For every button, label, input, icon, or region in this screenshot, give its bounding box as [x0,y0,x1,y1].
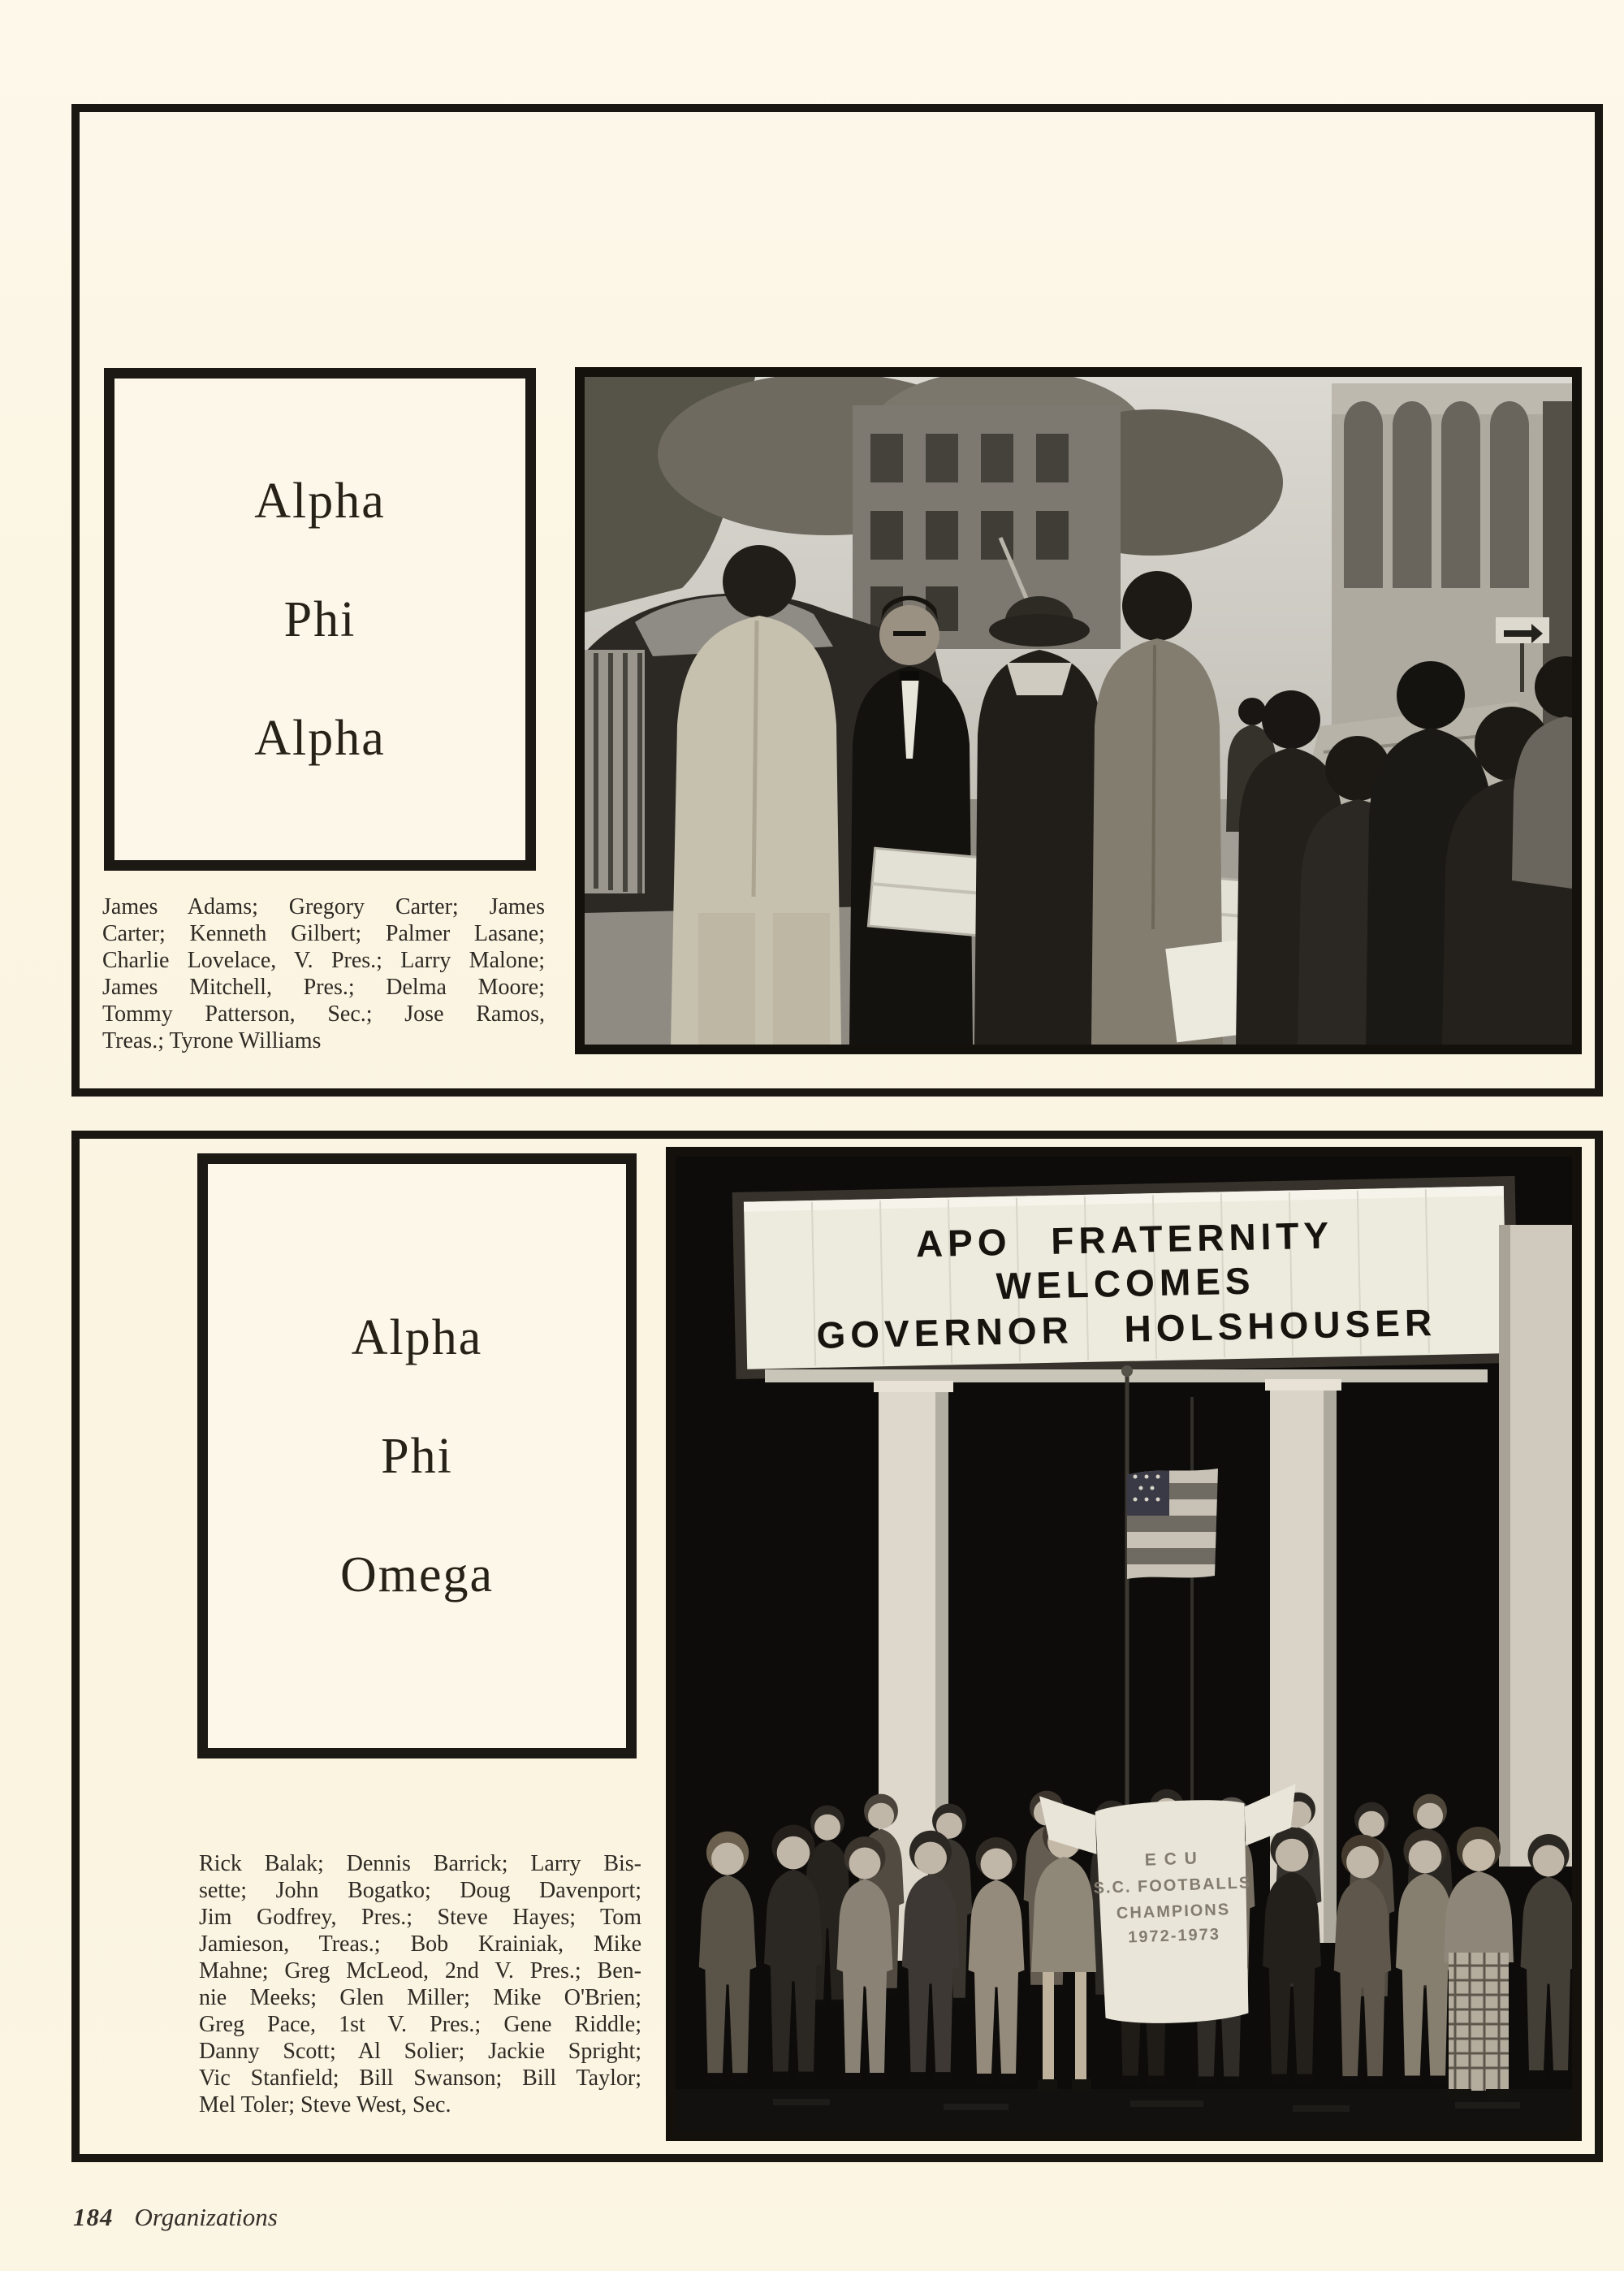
member-list-line: sette; John Bogatko; Doug Davenport; [199,1878,641,1903]
alpha-phi-alpha-photo [575,367,1582,1054]
member-list-line: Mel Toler; Steve West, Sec. [199,2092,451,2117]
member-list-line: James Mitchell, Pres.; Delma Moore; [102,975,545,1000]
shirt-line-4: 1972-1973 [1127,1925,1221,1947]
member-list-line: Jamieson, Treas.; Bob Krainiak, Mike [199,1931,641,1957]
title-line: Omega [339,1546,495,1603]
marquee-line-2: WELCOMES [996,1259,1256,1308]
member-list-line: Mahne; Greg McLeod, 2nd V. Pres.; Ben- [199,1958,641,1983]
member-list-line: Jim Godfrey, Pres.; Steve Hayes; Tom [199,1905,641,1930]
title-line: Alpha [254,473,386,529]
shirt-line-3: CHAMPIONS [1116,1901,1231,1923]
member-list-line: Vic Stanfield; Bill Swanson; Bill Taylor; [199,2066,641,2091]
member-list-line: Greg Pace, 1st V. Pres.; Gene Riddle; [199,2012,641,2037]
member-list-line: Treas.; Tyrone Williams [102,1028,322,1053]
shirt-line-2: S.C. FOOTBALLS [1093,1874,1252,1897]
page-number: 184 [73,2203,114,2231]
alpha-phi-omega-member-list [199,1850,641,2118]
member-list-line: nie Meeks; Glen Miller; Mike O'Brien; [199,1985,641,2010]
title-line: Alpha [254,710,386,766]
dark-floor [676,2089,1572,2131]
page-footer [73,2203,278,2232]
member-list-line: Danny Scott; Al Solier; Jackie Spright; [199,2039,641,2064]
title-line: Phi [283,591,356,647]
marquee-line-3: GOVERNOR HOLSHOUSER [815,1300,1437,1356]
alpha-phi-omega-title-box [197,1153,637,1758]
alpha-phi-alpha-title-box [104,368,536,871]
marquee-line-1: APO FRATERNITY [915,1213,1334,1265]
member-list-line: Tommy Patterson, Sec.; Jose Ramos, [102,1001,545,1027]
shirt-line-1: E C U [1144,1849,1199,1870]
title-line: Alpha [351,1309,483,1365]
member-list-line: Carter; Kenneth Gilbert; Palmer Lasane; [102,921,545,946]
night-group-photo [676,1157,1572,2131]
right-column [1499,1225,1572,1867]
member-list-line: Rick Balak; Dennis Barrick; Larry Bis- [199,1851,641,1876]
section-label: Organizations [134,2203,278,2231]
marquee-sign [732,1176,1519,1379]
title-line: Phi [381,1428,453,1484]
alpha-phi-omega-photo [666,1147,1582,2141]
member-list-line: James Adams; Gregory Carter; James [102,894,545,919]
alpha-phi-alpha-member-list [102,893,545,1054]
daytime-group-photo [585,377,1572,1045]
american-flag [1127,1467,1224,1581]
member-list-line: Charlie Lovelace, V. Pres.; Larry Malone; [102,948,545,973]
